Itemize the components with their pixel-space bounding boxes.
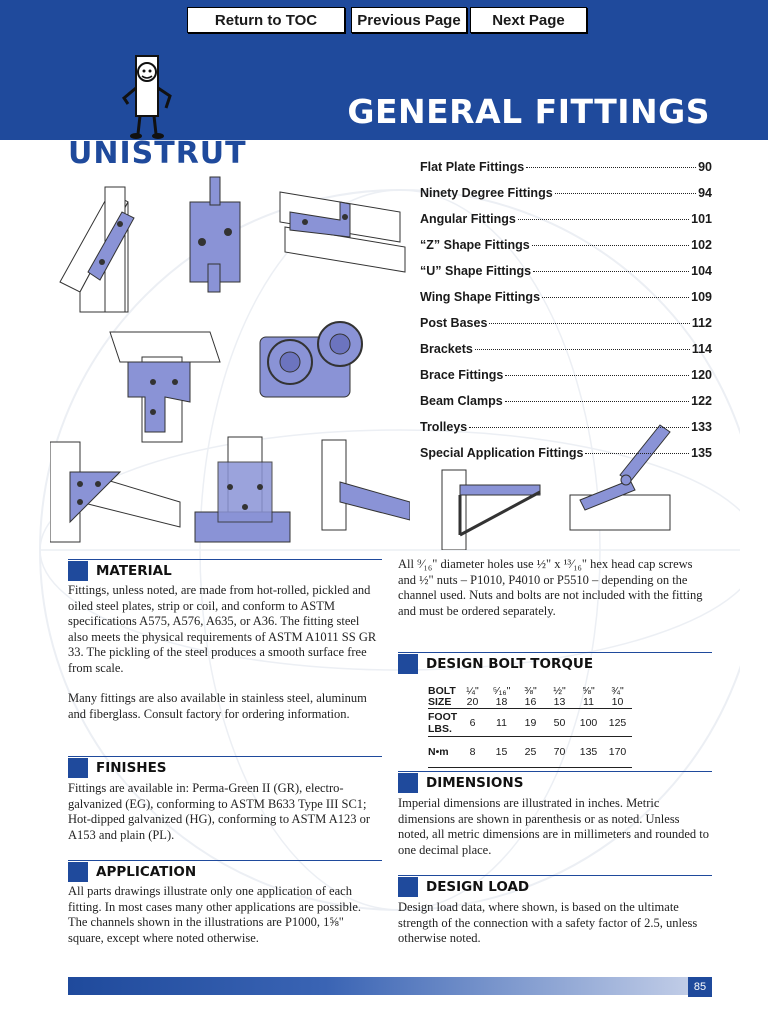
trolley-icon [260, 322, 362, 397]
toc-item[interactable]: Wing Shape Fittings 109 [420, 290, 712, 304]
toc-item[interactable]: Beam Clamps 122 [420, 394, 712, 408]
angular-fitting-icon [60, 187, 134, 312]
holes-text: All ⁹⁄₁₆" diameter holes use ½" x ¹³⁄₁₆" hex head cap screws and ½" nuts – P1010, P4010 or P5510 – depending on the channel used. Nuts and bolts are not included with the fitting and must be ordered separately. [398, 557, 703, 618]
toc-item[interactable]: Brackets 114 [420, 342, 712, 356]
post-base-icon [195, 437, 290, 542]
finishes-text: Fittings are available in: Perma-Green II (GR), electro-galvanized (EG), conforming to ASTM B633 Type III SC1; Hot-dipped galvanized (HG), conforming to ASTM A123 or A153 and plain (PL). [68, 781, 371, 842]
finishes-heading: FINISHES [68, 756, 382, 779]
z-shape-fitting-icon [280, 192, 405, 272]
unistrut-logo: UNISTRUT [68, 136, 247, 171]
page-title: GENERAL FITTINGS [347, 92, 710, 131]
toc-item[interactable]: Post Bases 112 [420, 316, 712, 330]
toc-item[interactable]: Angular Fittings 101 [420, 212, 712, 226]
toc-item[interactable]: “Z” Shape Fittings 102 [420, 238, 712, 252]
dimensions-text: Imperial dimensions are illustrated in inches. Metric dimensions are shown in parenthesis or as noted. Unless noted, all metric dimensions are in millimeters and rounded to one decimal place. [398, 796, 710, 857]
material-heading: MATERIAL [68, 559, 382, 582]
bolt-torque-table: BOLT ¼" ⁵⁄₁₆" ⅜" ½" ⅝" ¾" SIZE 20 18 16 13 11 10 FOOT LBS. 6 11 19 50 100 125 N•m 8 15 25 70 135 170 [428, 686, 632, 768]
return-to-toc-button[interactable]: Return to TOC [187, 7, 345, 33]
toc-item[interactable]: Flat Plate Fittings 90 [420, 160, 712, 174]
toc-item[interactable]: “U” Shape Fittings 104 [420, 264, 712, 278]
toc-item[interactable]: Ninety Degree Fittings 94 [420, 186, 712, 200]
toc-item[interactable]: Trolleys 133 [420, 420, 712, 434]
dimensions-heading: DIMENSIONS [398, 771, 712, 794]
wing-shape-fitting-icon [110, 332, 220, 442]
beam-clamp-icon [190, 177, 240, 292]
material-text: Fittings, unless noted, are made from hot-rolled, pickled and oiled steel plates, strip or coil, and conform to ASTM specifications A575, A576, A635, or A36. The fitting steel also meets the physical requirements of ASTM A1011 SS GR 33. The pickling of the steel produces a smooth surface free from scale. Many fittings are also available in stainless steel, aluminum and fiberglass. Consult factory for ordering information. [68, 583, 377, 721]
toc-item[interactable]: Special Application Fittings 135 [420, 446, 712, 460]
footer-bar [68, 977, 712, 995]
fittings-illustrations [50, 172, 410, 552]
brace-fitting-icon [442, 470, 540, 550]
application-heading: APPLICATION [68, 860, 382, 883]
toc-list [420, 160, 712, 472]
bracket-icon [322, 440, 410, 530]
flat-plate-fitting-icon [50, 442, 180, 542]
mascot-icon [118, 52, 178, 142]
previous-page-button[interactable]: Previous Page [351, 7, 467, 33]
toc-item[interactable]: Brace Fittings 120 [420, 368, 712, 382]
page-number: 85 [688, 977, 712, 997]
design-bolt-torque-heading: DESIGN BOLT TORQUE [398, 652, 712, 675]
next-page-button[interactable]: Next Page [470, 7, 587, 33]
design-load-heading: DESIGN LOAD [398, 875, 712, 898]
design-load-text: Design load data, where shown, is based on the ultimate strength of the connection with a safety factor of 2.5, unless otherwise noted. [398, 900, 698, 945]
application-text: All parts drawings illustrate only one application of each fitting. In most cases many other applications are possible. The channels shown in the illustrations are P1000, 1⅝" square, except where noted otherwise. [68, 884, 361, 945]
